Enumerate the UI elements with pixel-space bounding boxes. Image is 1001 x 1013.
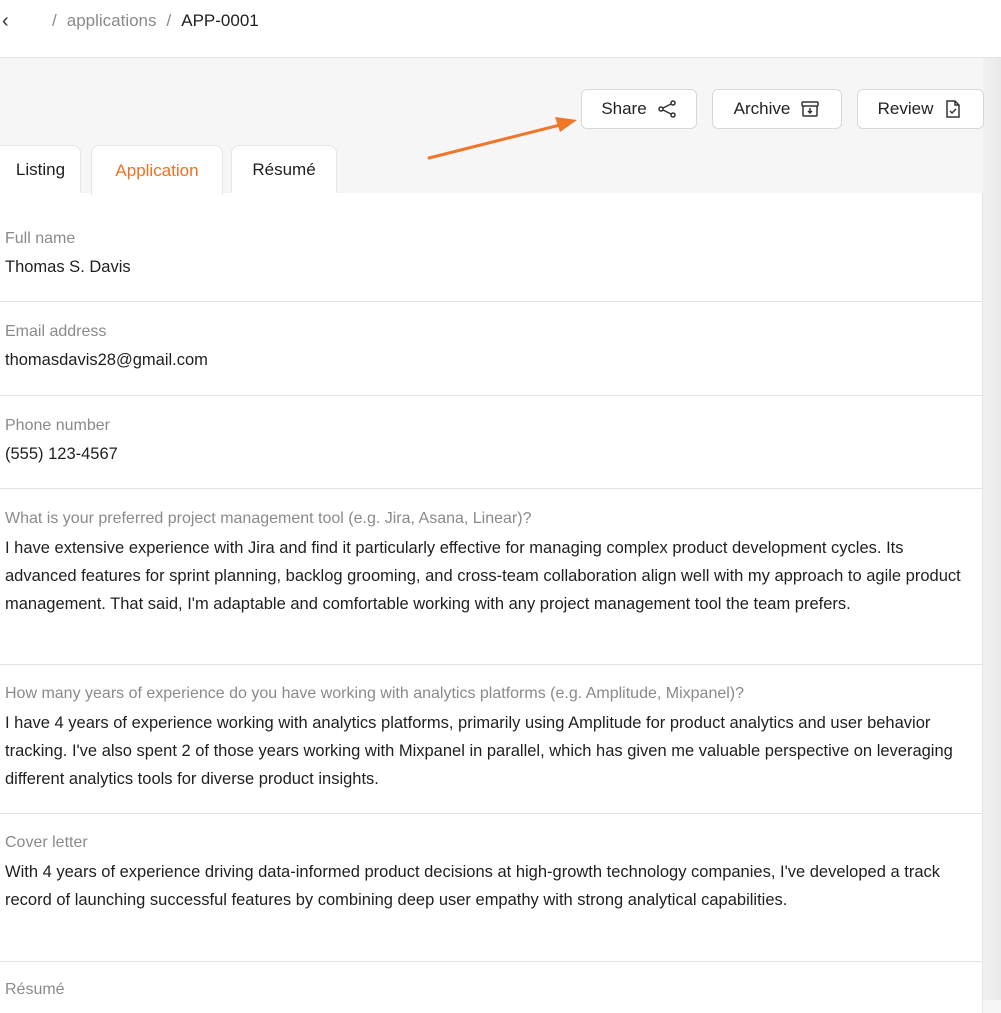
review-label: Review: [877, 99, 934, 118]
field-label: Phone number: [5, 417, 110, 434]
tab-label: Listing: [15, 160, 66, 179]
tab-label: Application: [115, 160, 199, 180]
field-label: Full name: [5, 230, 76, 247]
field-label: Résumé: [5, 981, 65, 998]
field-pm-tool: [0, 489, 982, 665]
field-value: Thomas S. Davis: [5, 258, 131, 276]
document-check-icon: [943, 99, 963, 119]
breadcrumb-separator: /: [166, 11, 172, 30]
tab-label: Résumé: [252, 160, 316, 179]
review-button[interactable]: [857, 89, 984, 129]
tab-listing[interactable]: [0, 145, 81, 194]
share-label: Share: [601, 99, 647, 118]
field-value: I have 4 years of experience working with analytics platforms, primarily using Amplitude for product analytics and user behavior tracking. I've also spent 2 of those years working with Mixpanel in parallel, which has given me valuable perspective on leveraging different analytics tools for diverse product insights.: [5, 714, 953, 788]
share-icon: [657, 99, 677, 119]
breadcrumb-separator: /: [52, 11, 57, 30]
field-analytics-experience: [0, 665, 982, 814]
archive-icon: [800, 99, 820, 119]
field-full-name: [0, 193, 982, 302]
application-panel: [0, 193, 983, 1013]
breadcrumb-applications[interactable]: applications: [66, 11, 157, 30]
share-button[interactable]: [581, 89, 697, 129]
field-label: Email address: [5, 323, 107, 340]
back-chevron-icon[interactable]: ‹: [2, 10, 9, 32]
tab-resume[interactable]: [231, 145, 337, 194]
archive-button[interactable]: [712, 89, 842, 129]
field-label: Cover letter: [5, 834, 88, 851]
field-resume: [0, 962, 982, 1000]
tab-application[interactable]: [91, 145, 223, 195]
field-phone: [0, 396, 982, 489]
field-value: With 4 years of experience driving data-informed product decisions at high-growth technology companies, I've developed a track record of launching successful features by combining deep user empathy with strong analytical capabilities.: [5, 863, 940, 909]
field-cover-letter: [0, 814, 982, 962]
breadcrumb: [52, 11, 259, 31]
archive-label: Archive: [733, 99, 791, 118]
field-value: thomasdavis28@gmail.com: [5, 351, 208, 369]
top-bar: [0, 0, 1001, 58]
breadcrumb-current: APP-0001: [181, 11, 259, 30]
field-email: [0, 302, 982, 396]
field-label: How many years of experience do you have working with analytics platforms (e.g. Amplitude, Mixpanel)?: [5, 685, 745, 702]
field-value: (555) 123-4567: [5, 445, 118, 463]
field-value: I have extensive experience with Jira and find it particularly effective for managing complex product development cycles. Its advanced features for sprint planning, backlog grooming, and cross-team collaboration align well with my approach to agile product management. That said, I'm adaptable and comfortable working with any project management tool the team prefers.: [5, 539, 961, 613]
field-label: What is your preferred project management tool (e.g. Jira, Asana, Linear)?: [5, 510, 532, 527]
scrollbar[interactable]: [983, 58, 1001, 1000]
